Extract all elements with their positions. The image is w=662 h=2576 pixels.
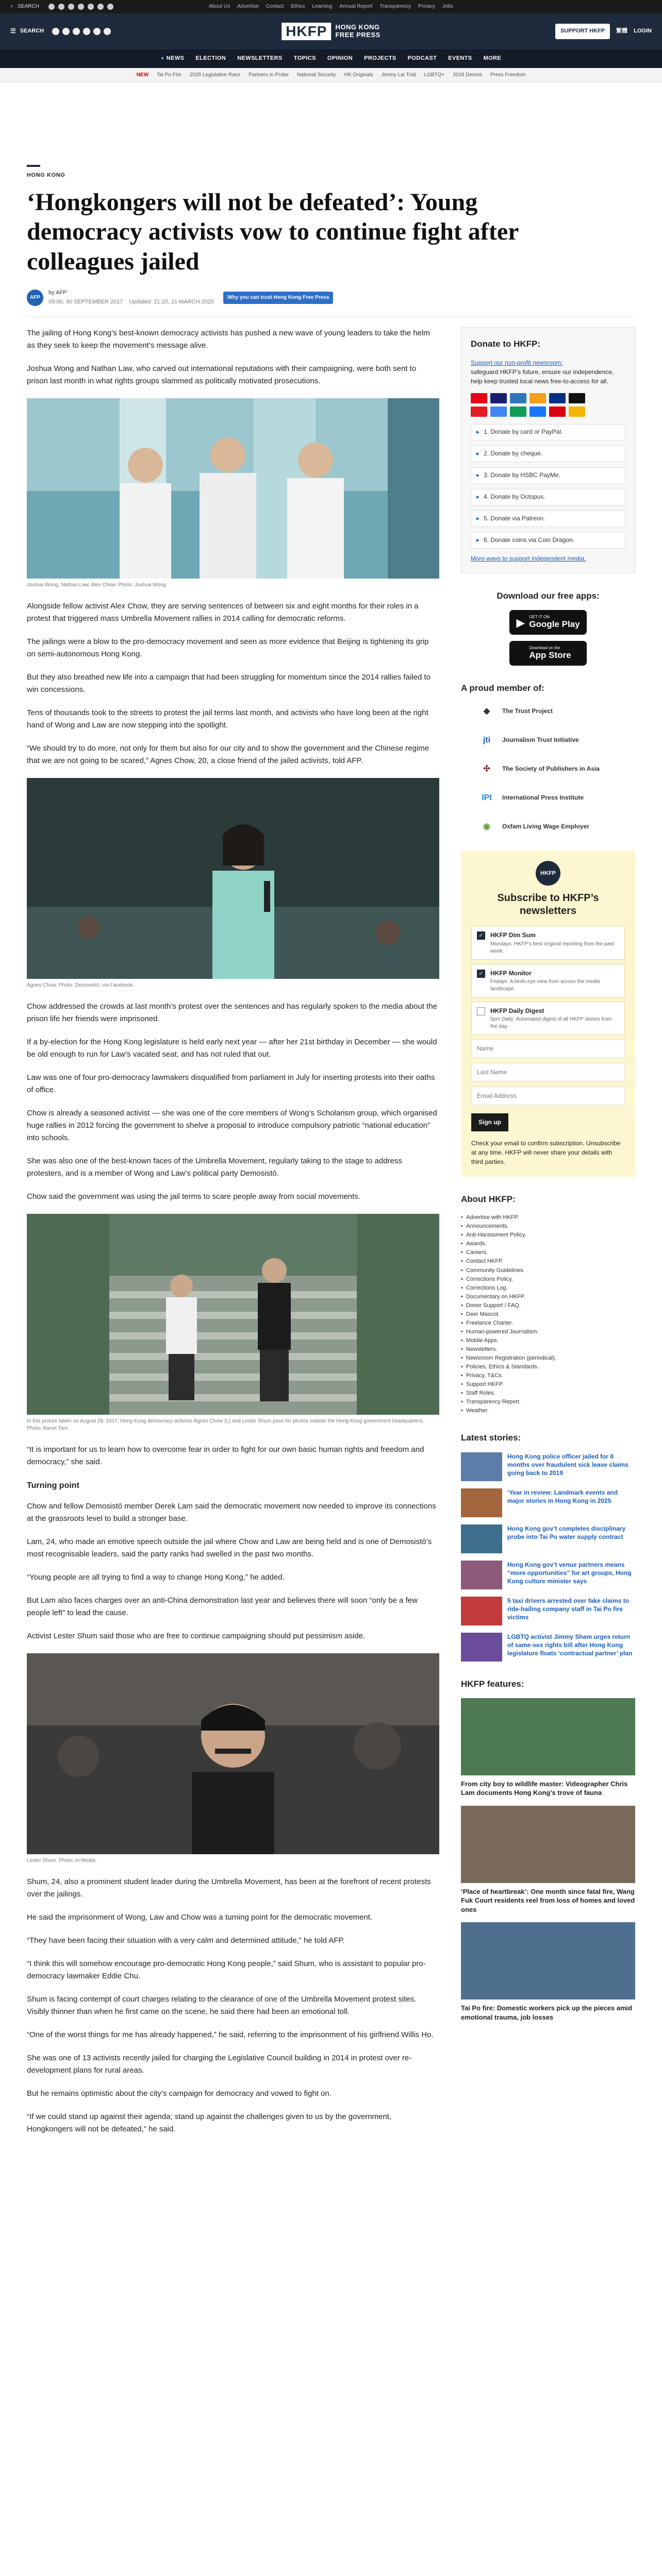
util-link[interactable]: Contact <box>266 4 284 9</box>
instagram-icon[interactable] <box>73 28 80 35</box>
byline-block <box>48 289 214 307</box>
sign-up-button[interactable]: Sign up <box>471 1113 508 1131</box>
article-paragraph: Activist Lester Shum said those who are free to continue campaigning should put pessimism aside. <box>27 1632 366 1641</box>
newsletter-name: HKFP Monitor <box>490 969 532 977</box>
checkbox-empty-icon[interactable] <box>477 1007 485 1015</box>
about-link[interactable]: • Corrections Log. <box>461 1284 635 1293</box>
about-link[interactable]: • Mobile Apps. <box>461 1336 635 1345</box>
trending-label: NEW <box>136 72 149 78</box>
article-paragraph: She was one of 13 activists recently jailed for charging the Legislative Council building in 2014 in protest over re-development plans for rural areas. <box>27 2054 412 2075</box>
utility-left <box>10 2 113 11</box>
linkedin-icon[interactable] <box>88 4 94 10</box>
about-link[interactable]: • Community Guidelines. <box>461 1266 635 1275</box>
article-body <box>27 327 439 2147</box>
article-photo-3[interactable] <box>27 1214 439 1415</box>
newsletter-desc: Fridays: A birds-eye view from across the media landscape. <box>490 978 600 992</box>
article-paragraph: But he remains optimistic about the city’s campaign for democracy and vowed to fight on. <box>27 2089 332 2098</box>
wechat-pay-icon <box>510 406 526 417</box>
about-link[interactable]: • Contact HKFP. <box>461 1257 635 1266</box>
page-wrapper <box>27 165 635 2146</box>
photo-caption: Joshua Wong, Nathan Law, Alex Chow. Photo: Joshua Wong. <box>27 582 168 588</box>
about-link[interactable]: • Donor Support / FAQ. <box>461 1301 635 1310</box>
article-paragraph: “If we could stand up against their agenda; stand up against the challenges given to us by the government, Hongkongers will not be defeated,” he said. <box>27 2112 392 2134</box>
search-icon[interactable]: ⌕ <box>10 3 14 10</box>
support-hkfp-button[interactable]: SUPPORT HKFP <box>555 24 610 39</box>
features-title: HKFP features: <box>461 1679 524 1689</box>
utility-search-label[interactable]: SEARCH <box>18 4 39 9</box>
article-paragraph: But Lam also faces charges over an anti-China demonstration last year and believes there will soon “only be a few people left” to lead the cause. <box>27 1596 418 1618</box>
newsletter-badge: HKFP <box>536 861 560 886</box>
story-item[interactable] <box>461 1597 635 1625</box>
feature-title[interactable]: From city boy to wildlife master: Videographer Chris Lam documents Hong Kong’s trove of fauna <box>461 1780 628 1797</box>
about-list <box>461 1213 635 1415</box>
feature-title[interactable]: Tai Po fire: Domestic workers pick up the pieces amid emotional trauma, job losses <box>461 2004 633 2021</box>
login-link[interactable]: LOGIN <box>634 28 652 35</box>
email-input[interactable] <box>471 1087 625 1105</box>
nav-item-projects[interactable]: PROJECTS <box>364 55 396 62</box>
newsletter-name: HKFP Daily Digest <box>490 1007 544 1014</box>
story-title[interactable]: LGBTQ activist Jimmy Sham urges return of same-sex rights bill after Hong Kong legislature floats ‘contractual partner’ plan <box>507 1633 633 1657</box>
member-label: Journalism Trust Initiative <box>502 736 579 743</box>
article-paragraph: “One of the worst things for me has already happened,” he said, referring to the imprisonment of his girlfriend Willis Ho. <box>27 2030 434 2040</box>
name-input[interactable] <box>471 1039 625 1058</box>
author-avatar[interactable]: AFP <box>27 290 43 306</box>
about-link[interactable]: • Newsletters. <box>461 1345 635 1354</box>
article-paragraph: Law was one of four pro-democracy lawmakers disqualified from parliament in July for inserting protests into their oaths of office. <box>27 1073 435 1094</box>
photo-caption: Lester Shum. Photo: In-Media. <box>27 1858 97 1864</box>
telegram-icon[interactable] <box>104 28 111 35</box>
utility-bar <box>0 0 662 13</box>
trending-item[interactable]: National Security <box>297 72 336 78</box>
util-link[interactable]: Privacy <box>418 4 435 9</box>
arrow-right-icon: ▸ <box>476 450 480 457</box>
amex-icon <box>510 393 526 403</box>
youtube-icon[interactable] <box>93 28 101 35</box>
util-link[interactable]: Annual Report <box>339 4 373 9</box>
donate-option-label: 5. Donate via Patreon. <box>484 515 545 522</box>
about-link[interactable]: • Corrections Policy. <box>461 1275 635 1284</box>
header-social-icons <box>52 28 111 35</box>
nav-item-podcast[interactable]: PODCAST <box>407 55 437 62</box>
meta-separator <box>27 316 635 317</box>
discover-icon <box>529 393 546 403</box>
feature-item[interactable] <box>461 1922 635 2022</box>
nav-label: NEWS <box>166 55 185 62</box>
article-photo-2[interactable] <box>27 778 439 979</box>
donate-option[interactable] <box>471 511 625 527</box>
trending-item[interactable]: HK Originals <box>344 72 373 78</box>
donate-option-label: 6. Donate coins via Coin Dragon. <box>484 536 575 544</box>
about-link[interactable]: • Policies, Ethics & Standards. <box>461 1363 635 1371</box>
content-columns <box>27 327 635 2147</box>
donate-option-label: 2. Donate by cheque. <box>484 450 543 457</box>
trending-item[interactable]: Partners in Probe <box>249 72 289 78</box>
apps-title: Download our free apps: <box>496 590 600 601</box>
byline[interactable]: by AFP <box>48 290 67 296</box>
article-paragraph: She was also one of the best-known faces of the Umbrella Movement, regularly taking to the stage to address protesters, and is a member of Wong and Law’s political party Demosistō. <box>27 1156 402 1178</box>
article-paragraph: “It is important for us to learn how to overcome fear in order to fight for our own basic human rights and freedom and democracy,” she said. <box>27 1445 424 1466</box>
photo-lester-shum <box>27 1653 439 1854</box>
latest-stories <box>461 1431 635 1661</box>
article-paragraph: If a by-election for the Hong Kong legislature is held early next year — after her 21st birthday in December — she would be old enough to run for Law’s vacated seat, and has not ruled that out. <box>27 1037 437 1059</box>
donate-text: safeguard HKFP’s future, ensure our independence, help keep trusted local news free-to-access for all. <box>471 368 614 385</box>
util-link[interactable]: Jobs <box>442 4 454 9</box>
about-link[interactable]: • Human-powered Journalism. <box>461 1328 635 1336</box>
about-link[interactable]: • Transparency Report. <box>461 1398 635 1406</box>
facebook-icon[interactable] <box>52 28 59 35</box>
about-link[interactable]: • Privacy, T&Cs. <box>461 1371 635 1380</box>
article-category[interactable]: HONG KONG <box>27 172 65 178</box>
logo-mark: HKFP <box>282 23 331 41</box>
facebook-icon[interactable] <box>48 4 55 10</box>
feature-item[interactable] <box>461 1806 635 1914</box>
google-play-icon: ▶ <box>516 616 525 629</box>
article-paragraph: Chow said the government was using the jail terms to scare people away from social movements. <box>27 1192 360 1201</box>
member-label: International Press Institute <box>502 793 584 801</box>
member-label: Oxfam Living Wage Employer <box>502 822 589 830</box>
checkbox-checked-icon[interactable]: ✓ <box>477 931 485 940</box>
header-search-label[interactable]: SEARCH <box>20 28 44 35</box>
sopa-icon: ✣ <box>483 764 490 773</box>
latest-title: Latest stories: <box>461 1433 521 1443</box>
alipay-icon <box>529 406 546 417</box>
article-paragraph: But they also breathed new life into a campaign that had been struggling for momentum since the 2014 rallies failed to win concessions. <box>27 672 431 694</box>
article-paragraph: Alongside fellow activist Alex Chow, they are serving sentences of between six and eight months for their roles in a protest that triggered mass Umbrella Movement rallies in 2014 calling for democratic reforms. <box>27 601 419 623</box>
last-name-input[interactable] <box>471 1063 625 1081</box>
trending-item[interactable]: 2025 Legislative Race <box>189 72 241 78</box>
feature-title[interactable]: ‘Place of heartbreak’: One month since fatal fire, Wang Fuk Court residents reel from loss of homes and loved ones <box>461 1887 635 1913</box>
checkbox-checked-icon[interactable]: ✓ <box>477 970 485 978</box>
about-link[interactable]: • Newsroom Registration (periodical). <box>461 1354 635 1363</box>
nav-item-election[interactable]: ELECTION <box>195 55 226 62</box>
story-thumbnail <box>461 1452 502 1481</box>
donate-option[interactable] <box>471 489 625 505</box>
google-play-button[interactable] <box>509 610 587 635</box>
newsletter-desc: 5pm Daily: Automated digest of all HKFP stories from the day. <box>490 1016 612 1029</box>
about-link[interactable]: • Anti-Harassment Policy. <box>461 1231 635 1240</box>
visa-icon <box>490 393 507 403</box>
story-item[interactable] <box>461 1524 635 1553</box>
newsletter-box <box>461 851 635 1177</box>
donate-title: Donate to HKFP: <box>471 338 541 349</box>
story-item[interactable] <box>461 1561 635 1589</box>
newsletter-note: Check your email to confirm subscription. Unsubscribe at any time. HKFP will never share your details with third parties. <box>471 1140 621 1166</box>
nav-item-events[interactable]: EVENTS <box>448 55 472 62</box>
article-photo-4[interactable] <box>27 1653 439 1854</box>
arrow-right-icon: ▸ <box>476 428 480 436</box>
member-label: The Trust Project <box>502 707 553 715</box>
google-pay-icon <box>490 406 507 417</box>
site-header <box>0 13 662 49</box>
app-buttons <box>461 610 635 666</box>
jti-icon: jti <box>483 735 491 744</box>
utility-links <box>209 3 453 11</box>
apple-pay-icon <box>569 393 585 403</box>
arrow-right-icon: ▸ <box>476 536 480 544</box>
donate-option[interactable] <box>471 532 625 549</box>
story-thumbnail <box>461 1633 502 1662</box>
instagram-icon[interactable] <box>68 4 74 10</box>
member-trust-project[interactable] <box>476 702 635 720</box>
trending-bar <box>0 68 662 82</box>
article-paragraph: “We should try to do more, not only for them but also for our city and to show the government and the Chinese regime that we are not going to be scared,” Agnes Chow, 20, a close friend of the jailed activists, told AFP. <box>27 743 429 765</box>
app-store-big: App Store <box>529 650 571 660</box>
google-play-big: Google Play <box>529 619 580 630</box>
article-meta <box>27 289 635 307</box>
nav-item-news[interactable] <box>161 54 185 63</box>
donate-option-label: 3. Donate by HSBC PayMe. <box>484 471 560 479</box>
trending-item[interactable]: Press Freedom <box>490 72 526 78</box>
newsletter-option[interactable] <box>471 1002 625 1035</box>
trending-item[interactable]: Tai Po Fire <box>157 72 181 78</box>
util-link[interactable]: Learning <box>312 4 333 9</box>
feature-image <box>461 1922 635 1999</box>
newsletter-option[interactable] <box>471 926 625 959</box>
member-sopa[interactable] <box>476 760 635 777</box>
member-oxfam[interactable] <box>476 818 635 835</box>
donate-link[interactable]: Support our non-profit newsroom: <box>471 359 563 366</box>
article-photo-1[interactable] <box>27 398 439 579</box>
about-link[interactable]: • Support HKFP. <box>461 1380 635 1389</box>
membership-title: A proud member of: <box>461 683 544 693</box>
article-paragraph: Joshua Wong and Nathan Law, who carved out international reputations with their campaigning, were both sent to prison last month in what rights groups slammed as politically motivated prosecutions. <box>27 364 417 385</box>
social-icons <box>48 4 113 10</box>
article-headline: ‘Hongkongers will not be defeated’: Young democracy activists vow to continue fight after colleagues jailed <box>27 188 519 275</box>
member-jti[interactable] <box>476 731 635 749</box>
threads-icon[interactable] <box>83 28 90 35</box>
story-thumbnail <box>461 1597 502 1625</box>
about-section <box>461 1192 635 1415</box>
trending-item[interactable]: 2019 Demos <box>453 72 482 78</box>
story-item[interactable] <box>461 1452 635 1481</box>
telegram-icon[interactable] <box>97 4 104 10</box>
unionpay-icon <box>471 406 487 417</box>
story-thumbnail <box>461 1488 502 1517</box>
feature-image <box>461 1806 635 1883</box>
header-left <box>10 26 111 36</box>
donate-option-label: 4. Donate by Octopus. <box>484 493 545 501</box>
updated-date: Updated: 21:20, 21 MARCH 2020 <box>129 298 214 305</box>
trending-item[interactable]: Jimmy Lai Trial <box>381 72 416 78</box>
article-paragraph: He said the imprisonment of Wong, Law and Chow was a turning point for the democratic movement. <box>27 1913 373 1922</box>
youtube-icon[interactable] <box>78 4 84 10</box>
app-store-small: Download on the <box>529 646 560 651</box>
about-link[interactable]: • Awards. <box>461 1240 635 1248</box>
story-title[interactable]: Hong Kong gov’t venue partners means “more opportunities” for art groups, Hong Kong culture minister says <box>507 1561 632 1585</box>
donate-option[interactable] <box>471 424 625 440</box>
oxfam-icon: ◉ <box>483 822 490 831</box>
article-paragraph: Shum, 24, also a prominent student leader during the Umbrella Movement, has been at the forefront of recent protests over the jailings. <box>27 1877 431 1899</box>
about-link[interactable]: • Careers. <box>461 1248 635 1257</box>
payment-logos <box>471 393 625 417</box>
article-paragraph: Shum is facing contempt of court charges relating to the clearance of one of the Umbrella Movement protest sites. Visibly thinner than when he first came on the scene, he said there had been an emotional toll. <box>27 1995 417 2016</box>
nav-item-opinion[interactable]: OPINION <box>327 55 353 62</box>
logo-line-1: HONG KONG <box>335 23 380 31</box>
donate-option[interactable] <box>471 446 625 462</box>
trust-project-icon: ◆ <box>483 706 490 716</box>
payme-icon <box>549 406 566 417</box>
article-paragraph: Chow is already a seasoned activist — she was one of the core members of Wong’s Scholarism group, which organised huge rallies in 2012 forcing the government to shelve a proposal to introduce compulsory patriotic “national education” into schools. <box>27 1108 437 1142</box>
photo-chow-shum-stairs <box>27 1214 439 1415</box>
arrow-right-icon: ▸ <box>476 493 480 501</box>
nav-dot-icon: ● <box>160 55 164 62</box>
x-icon[interactable] <box>62 28 70 35</box>
newsletter-name: HKFP Dim Sum <box>490 931 536 939</box>
about-link[interactable]: • Announcements. <box>461 1222 635 1231</box>
publish-date: 09:00, 30 SEPTEMBER 2017 <box>48 298 123 305</box>
member-label: The Society of Publishers in Asia <box>502 765 600 772</box>
logo-line-2: FREE PRESS <box>335 30 380 39</box>
octopus-icon <box>569 406 585 417</box>
about-link[interactable]: • Weather. <box>461 1406 635 1415</box>
story-thumbnail <box>461 1561 502 1589</box>
util-link[interactable]: Transparency <box>379 4 411 9</box>
util-link[interactable]: Advertise <box>237 4 259 9</box>
publish-dates <box>48 298 214 307</box>
nav-item-newsletters[interactable]: NEWSLETTERS <box>237 55 283 62</box>
mastercard-icon <box>471 393 487 403</box>
article-paragraph: Chow addressed the crowds at last month’s protest over the sentences and has regularly spoken to the media about the prison life her friends were imprisoned. <box>27 1002 438 1023</box>
photo-agnes-chow <box>27 778 439 979</box>
ipi-icon: IPI <box>482 793 492 802</box>
nav-item-topics[interactable]: TOPICS <box>293 55 316 62</box>
photo-caption: Agnes Chow. Photo: Demosistō, via Facebook. <box>27 982 135 988</box>
about-link[interactable]: • Staff Roles. <box>461 1389 635 1398</box>
article-paragraph: “I think this will somehow encourage pro-democratic Hong Kong people,” said Shum, who is assistant to popular pro-democracy lawmaker Eddie Chu. <box>27 1959 426 1981</box>
story-title[interactable]: Hong Kong police officer jailed for 8 months over fraudulent sick leave claims going back to 2019 <box>507 1452 628 1477</box>
about-link[interactable]: • Documentary on HKFP. <box>461 1293 635 1301</box>
nav-item-more[interactable]: MORE <box>483 55 502 62</box>
features-section <box>461 1677 635 2022</box>
article-paragraph: “Young people are all trying to find a way to change Hong Kong,” he added. <box>27 1573 285 1582</box>
main-nav <box>0 49 662 68</box>
story-item[interactable] <box>461 1633 635 1662</box>
trust-badge[interactable]: Why you can trust Hong Kong Free Press <box>223 292 333 304</box>
newsletter-option[interactable] <box>471 964 625 997</box>
article-paragraph: Chow and fellow Demosistō member Derek Lam said the democratic movement now needed to improve its connections at the grassroots level to build a stronger base. <box>27 1502 436 1523</box>
menu-icon[interactable]: ☰ <box>10 27 16 35</box>
app-store-text <box>529 646 571 660</box>
story-title[interactable]: 5 taxi drivers arrested over fake claims to ride-hailing company staff in Tai Po fire victims <box>507 1597 630 1621</box>
donate-box <box>461 327 635 573</box>
trending-item[interactable]: LGBTQ+ <box>424 72 445 78</box>
about-link[interactable]: • Deer Mascot. <box>461 1310 635 1319</box>
x-icon[interactable] <box>58 4 64 10</box>
story-item[interactable] <box>461 1488 635 1517</box>
photo-caption: In this picture taken on August 29, 2017, Hong Kong democracy activists Agnes Chow (L) and Lester Shum pose for photos outside the Hong Kong government headquarters. Photo: Aaron Tam. <box>27 1418 424 1431</box>
article-paragraph: “They have been facing their situation with a very calm and determined attitude,” he told AFP. <box>27 1936 345 1945</box>
language-switch[interactable]: 繁體 <box>616 28 628 35</box>
story-thumbnail <box>461 1524 502 1553</box>
arrow-right-icon: ▸ <box>476 515 480 522</box>
photo-wong-law-chow <box>27 398 439 579</box>
newsletter-title: Subscribe to HKFP’s newsletters <box>497 892 599 917</box>
app-store-button[interactable] <box>509 641 587 666</box>
about-link[interactable]: • Advertise with HKFP. <box>461 1213 635 1222</box>
membership-section <box>461 681 635 835</box>
google-play-text <box>529 615 580 629</box>
article-paragraph: Lam, 24, who made an emotive speech outside the jail where Chow and Law are being held and is one of Demosistō’s most recognisable leaders, said the party ranks had swelled in the past two months. <box>27 1537 432 1559</box>
newsletter-desc: Mondays: HKFP’s best original reporting from the past week. <box>490 941 614 954</box>
story-title[interactable]: Hong Kong gov’t completes disciplinary probe into Tai Po water supply contract <box>507 1524 626 1540</box>
story-title[interactable]: ‘Year in review: Landmark events and major stories in Hong Kong in 2025 <box>507 1488 618 1504</box>
logo-wordmark <box>335 24 380 39</box>
google-play-small: GET IT ON <box>529 615 550 620</box>
rss-icon[interactable] <box>107 4 113 10</box>
arrow-right-icon: ▸ <box>476 471 480 479</box>
article-paragraph: The jailing of Hong Kong’s best-known democracy activists has pushed a new wave of young leaders to take the helm as they seek to keep the movement’s message alive. <box>27 328 430 350</box>
feature-item[interactable] <box>461 1698 635 1798</box>
article-paragraph: The jailings were a blow to the pro-democracy movement and seen as more evidence that Beijing is tightening its grip on semi-autonomous Hong Kong. <box>27 637 429 658</box>
paypal-icon <box>549 393 566 403</box>
article-subheading: Turning point <box>27 1481 79 1490</box>
util-link[interactable]: About Us <box>208 4 230 9</box>
donate-option[interactable] <box>471 467 625 484</box>
more-ways-link[interactable]: More ways to support independent media. <box>471 554 586 562</box>
site-logo[interactable] <box>282 23 380 41</box>
title-rule <box>27 165 40 167</box>
about-link[interactable]: • Freelance Charter. <box>461 1319 635 1328</box>
member-ipi[interactable] <box>476 789 635 806</box>
sidebar <box>461 327 635 2147</box>
feature-image <box>461 1698 635 1775</box>
about-title: About HKFP: <box>461 1194 516 1205</box>
apps-section <box>461 589 635 666</box>
article-paragraph: Tens of thousands took to the streets to protest the jail terms last month, and activists who have long been at the right hand of Wong and Law are now stepping into the spotlight. <box>27 708 428 730</box>
header-right <box>555 24 652 39</box>
donate-option-label: 1. Donate by card or PayPal. <box>484 428 563 436</box>
util-link[interactable]: Ethics <box>291 4 305 9</box>
